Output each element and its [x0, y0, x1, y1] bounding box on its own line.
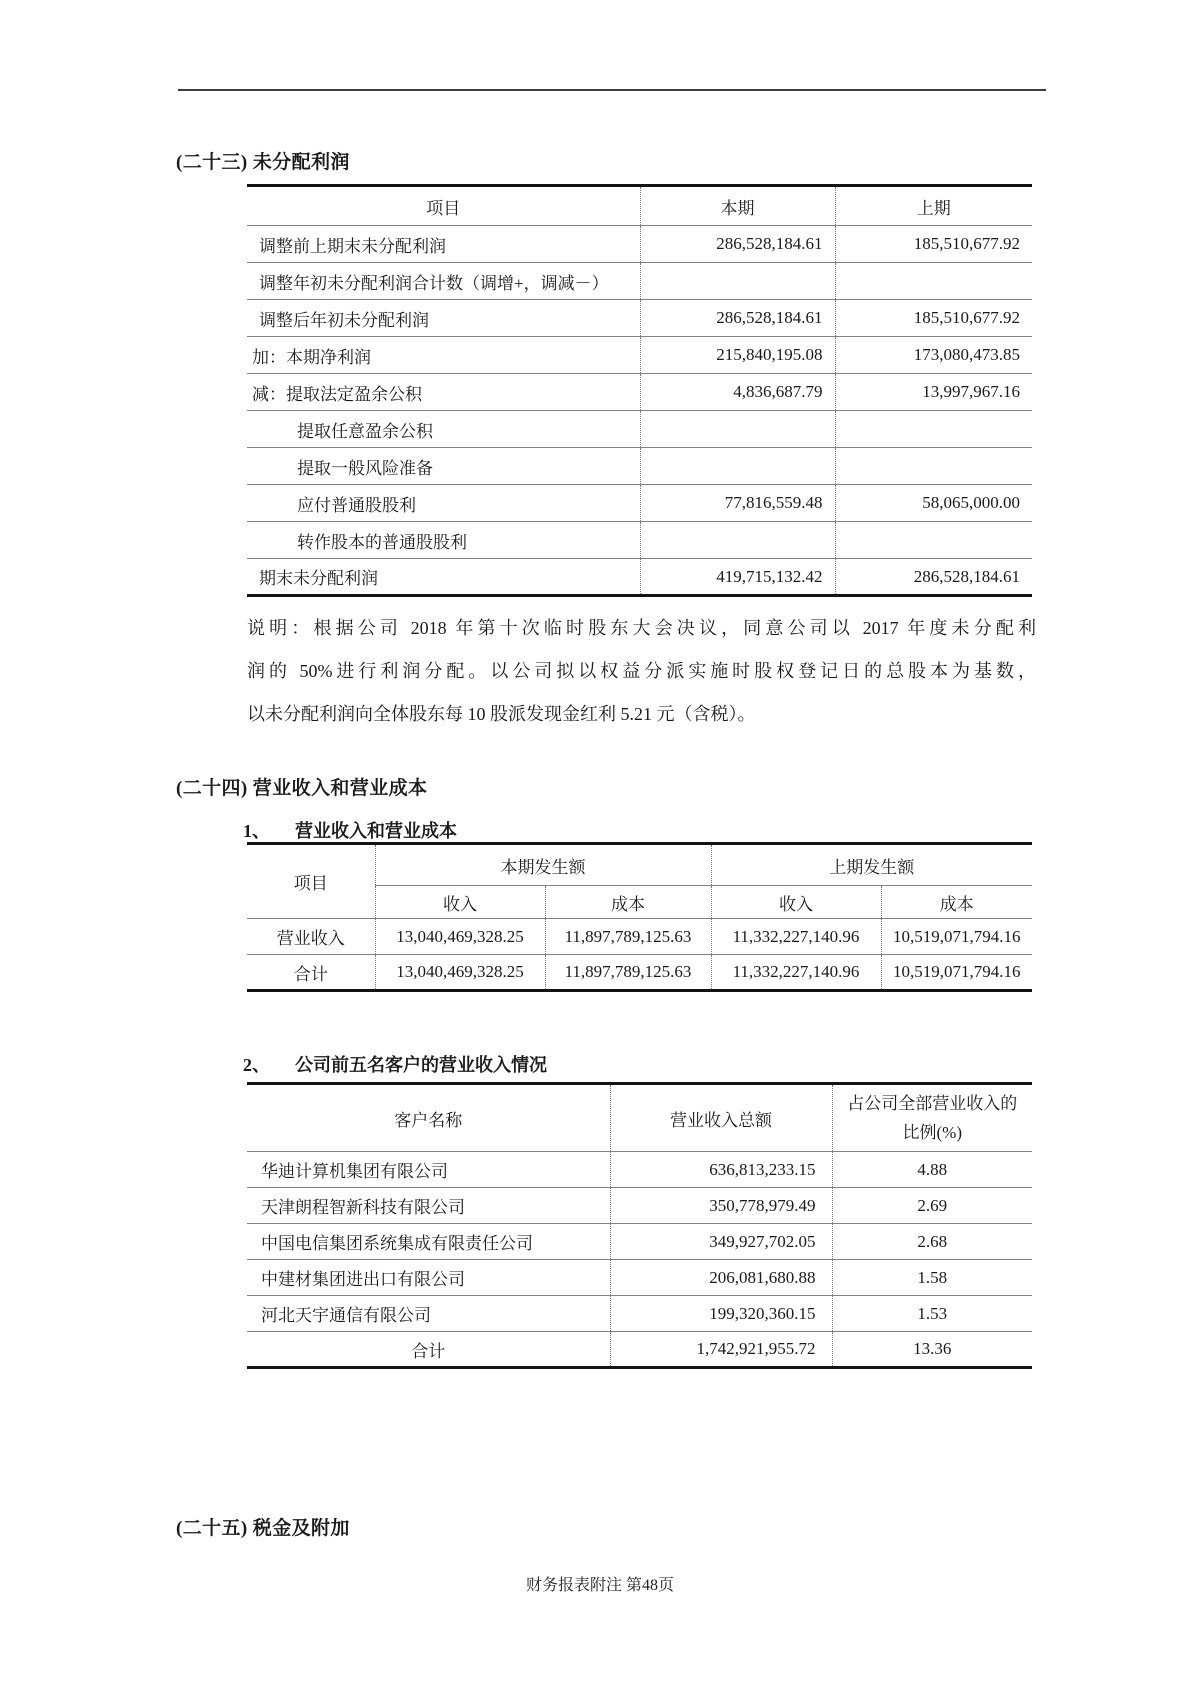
table-row: [247, 337, 1032, 374]
row-label: 减：提取法定盈余公积: [247, 374, 640, 411]
revenue-ratio: 2.69: [832, 1188, 1032, 1224]
subsection-title: 营业收入和营业成本: [295, 821, 457, 841]
row-current: 286,528,184.61: [640, 226, 835, 263]
row-current: [640, 263, 835, 300]
col-header-cost: 成本: [881, 886, 1032, 919]
row-label: 转作股本的普通股股利: [247, 522, 640, 559]
row-prior: 185,510,677.92: [835, 300, 1032, 337]
table-row: [247, 1152, 1032, 1188]
row-current: 419,715,132.42: [640, 559, 835, 596]
row-prior: 173,080,473.85: [835, 337, 1032, 374]
col-header-income: 收入: [711, 886, 881, 919]
table-row: [247, 919, 1032, 955]
prior-income: 11,332,227,140.96: [711, 919, 881, 955]
row-current: [640, 522, 835, 559]
customer-name: 中建材集团进出口有限公司: [247, 1260, 610, 1296]
note-paragraph: [247, 607, 1036, 736]
ratio-header-line2: 比例(%): [902, 1123, 962, 1142]
revenue-cost-table: [247, 842, 1032, 992]
col-header-item: 项目: [426, 198, 461, 218]
section-24-heading: (二十四) 营业收入和营业成本: [176, 778, 428, 799]
customer-name: 华迪计算机集团有限公司: [247, 1152, 610, 1188]
row-prior: 286,528,184.61: [835, 559, 1032, 596]
row-item: 营业收入: [247, 919, 375, 955]
table-header-row: [247, 1084, 1032, 1152]
top-customers-table: [247, 1082, 1032, 1369]
current-income: 13,040,469,328.25: [375, 919, 545, 955]
table-row: [247, 411, 1032, 448]
prior-cost: 10,519,071,794.16: [881, 955, 1032, 991]
col-header-item: 项目: [293, 874, 328, 893]
col-header-prior: 上期: [835, 186, 1032, 226]
total-row: [247, 1332, 1032, 1368]
current-income: 13,040,469,328.25: [375, 955, 545, 991]
revenue-ratio: 1.58: [832, 1260, 1032, 1296]
table-row: [247, 522, 1032, 559]
customer-name: 河北天宇通信有限公司: [247, 1296, 610, 1332]
prior-cost: 10,519,071,794.16: [881, 919, 1032, 955]
revenue-amount: 350,778,979.49: [610, 1188, 832, 1224]
customer-name: 天津朗程智新科技有限公司: [247, 1188, 610, 1224]
table-row: [247, 1260, 1032, 1296]
row-label: 期末未分配利润: [247, 559, 640, 596]
current-cost: 11,897,789,125.63: [545, 919, 711, 955]
row-label: 提取一般风险准备: [247, 448, 640, 485]
ratio-header-line1: 占公司全部营业收入的: [847, 1094, 1018, 1113]
section-25-heading: (二十五) 税金及附加: [176, 1518, 350, 1539]
row-current: 4,836,687.79: [640, 374, 835, 411]
row-label: 应付普通股股利: [247, 485, 640, 522]
note-line: 润的 50%进行利润分配。以公司拟以权益分派实施时股权登记日的总股本为基数，: [247, 661, 1036, 681]
total-row: [247, 955, 1032, 991]
group-header-prior: 上期发生额: [711, 844, 1032, 886]
table-row: [247, 226, 1032, 263]
row-label: 调整前上期末未分配利润: [247, 226, 640, 263]
table-row: [247, 300, 1032, 337]
row-item: 合计: [247, 955, 375, 991]
customer-name: 中国电信集团系统集成有限责任公司: [247, 1224, 610, 1260]
revenue-ratio: 1.53: [832, 1296, 1032, 1332]
subsection-2-heading: [243, 1051, 547, 1077]
row-current: 77,816,559.48: [640, 485, 835, 522]
table-row: [247, 559, 1032, 596]
row-label: 调整后年初未分配利润: [247, 300, 640, 337]
table-row: [247, 1296, 1032, 1332]
row-prior: 13,997,967.16: [835, 374, 1032, 411]
revenue-ratio: 2.68: [832, 1224, 1032, 1260]
row-label: 提取任意盈余公积: [247, 411, 640, 448]
revenue-amount: 636,813,233.15: [610, 1152, 832, 1188]
table-header-row: [247, 186, 1032, 226]
row-current: [640, 448, 835, 485]
col-header-cost: 成本: [545, 886, 711, 919]
total-label: 合计: [247, 1332, 610, 1368]
row-prior: [835, 263, 1032, 300]
row-prior: 58,065,000.00: [835, 485, 1032, 522]
revenue-ratio: 4.88: [832, 1152, 1032, 1188]
revenue-ratio: 13.36: [832, 1332, 1032, 1368]
col-header-income: 收入: [375, 886, 545, 919]
note-line: 以未分配利润向全体股东每 10 股派发现金红利 5.21 元（含税）。: [247, 704, 756, 724]
group-header-row: [247, 844, 1032, 886]
note-line: 说明：根据公司 2018 年第十次临时股东大会决议，同意公司以 2017 年度未分配利: [247, 618, 1036, 638]
table-row: [247, 1224, 1032, 1260]
subsection-number: 1、: [243, 821, 270, 841]
page-footer: 财务报表附注 第48页: [525, 1577, 674, 1594]
subsection-1-heading: [243, 817, 457, 843]
row-label: 加：本期净利润: [247, 337, 640, 374]
table-row: [247, 1188, 1032, 1224]
table-row: [247, 263, 1032, 300]
table-row: [247, 448, 1032, 485]
col-header-amount: 营业收入总额: [610, 1084, 832, 1152]
revenue-amount: 206,081,680.88: [610, 1260, 832, 1296]
row-current: [640, 411, 835, 448]
row-current: 286,528,184.61: [640, 300, 835, 337]
prior-income: 11,332,227,140.96: [711, 955, 881, 991]
col-header-ratio: [832, 1084, 1032, 1152]
row-prior: [835, 448, 1032, 485]
undistributed-profit-table: [247, 184, 1032, 597]
row-prior: 185,510,677.92: [835, 226, 1032, 263]
revenue-amount: 199,320,360.15: [610, 1296, 832, 1332]
subsection-title: 公司前五名客户的营业收入情况: [295, 1055, 547, 1075]
group-header-current: 本期发生额: [375, 844, 711, 886]
revenue-amount: 1,742,921,955.72: [610, 1332, 832, 1368]
current-cost: 11,897,789,125.63: [545, 955, 711, 991]
col-header-customer: 客户名称: [394, 1110, 463, 1130]
revenue-amount: 349,927,702.05: [610, 1224, 832, 1260]
row-prior: [835, 522, 1032, 559]
section-23-heading: (二十三) 未分配利润: [176, 152, 350, 173]
page-header-rule: [178, 89, 1046, 91]
col-header-current: 本期: [640, 186, 835, 226]
table-row: [247, 374, 1032, 411]
row-label: 调整年初未分配利润合计数（调增+，调减－）: [247, 263, 640, 300]
table-row: [247, 485, 1032, 522]
subsection-number: 2、: [243, 1055, 270, 1075]
row-current: 215,840,195.08: [640, 337, 835, 374]
row-prior: [835, 411, 1032, 448]
